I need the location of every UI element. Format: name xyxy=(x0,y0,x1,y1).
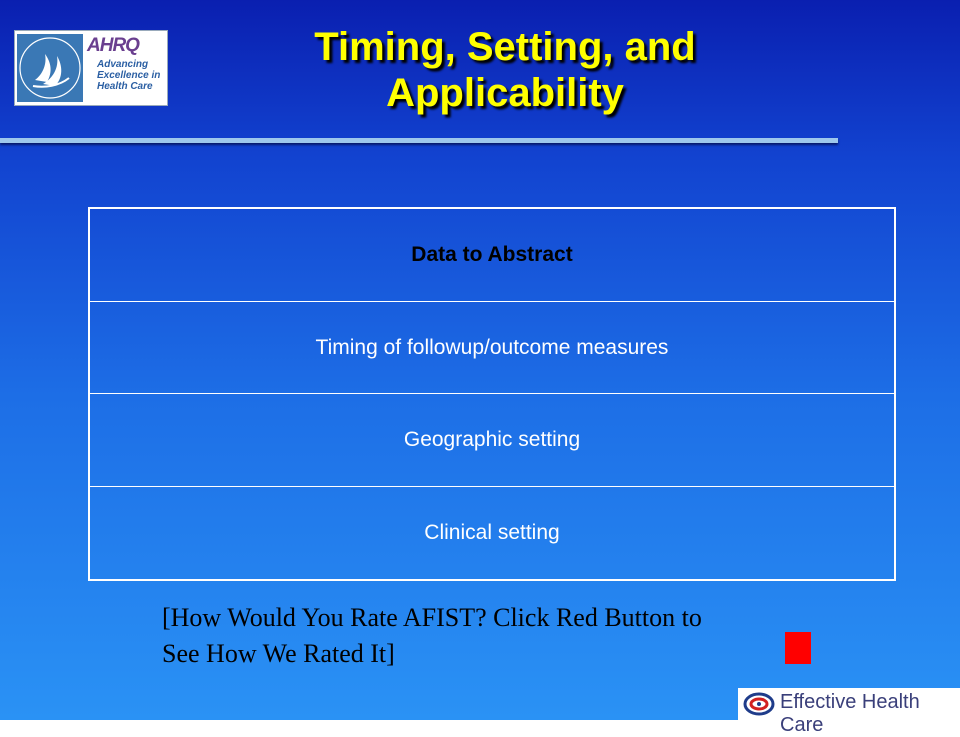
effective-health-care-logo xyxy=(738,688,960,736)
ahrq-tagline-line-2: Excellence in xyxy=(97,70,161,81)
ahrq-tagline-line-3: Health Care xyxy=(97,81,153,92)
title-divider xyxy=(0,138,838,143)
ahrq-tagline xyxy=(97,59,160,92)
hhs-seal-icon xyxy=(17,34,83,102)
ehc-swirl-icon xyxy=(742,690,776,718)
data-abstraction-table xyxy=(88,207,896,581)
rating-red-button[interactable] xyxy=(785,632,811,664)
ahrq-logo xyxy=(87,35,165,101)
table-row xyxy=(89,394,895,486)
ahrq-tagline-line-1: Advancing xyxy=(97,59,149,70)
table-row xyxy=(89,486,895,580)
table-cell-clinical: Clinical setting xyxy=(89,486,895,580)
table-row xyxy=(89,302,895,394)
ahrq-name: AHRQ xyxy=(87,35,139,56)
table-cell-timing: Timing of followup/outcome measures xyxy=(89,302,895,394)
slide-title: Timing, Setting, and Applicability xyxy=(314,25,696,115)
ehc-text: Effective Health Care xyxy=(780,691,920,736)
table-header-cell: Data to Abstract xyxy=(89,208,895,302)
rating-prompt-text: [How Would You Rate AFIST? Click Red Button to See How We Rated It] xyxy=(162,603,702,668)
table-header-row xyxy=(89,208,895,302)
hhs-ahrq-logo xyxy=(14,30,168,106)
table-cell-geographic: Geographic setting xyxy=(89,394,895,486)
